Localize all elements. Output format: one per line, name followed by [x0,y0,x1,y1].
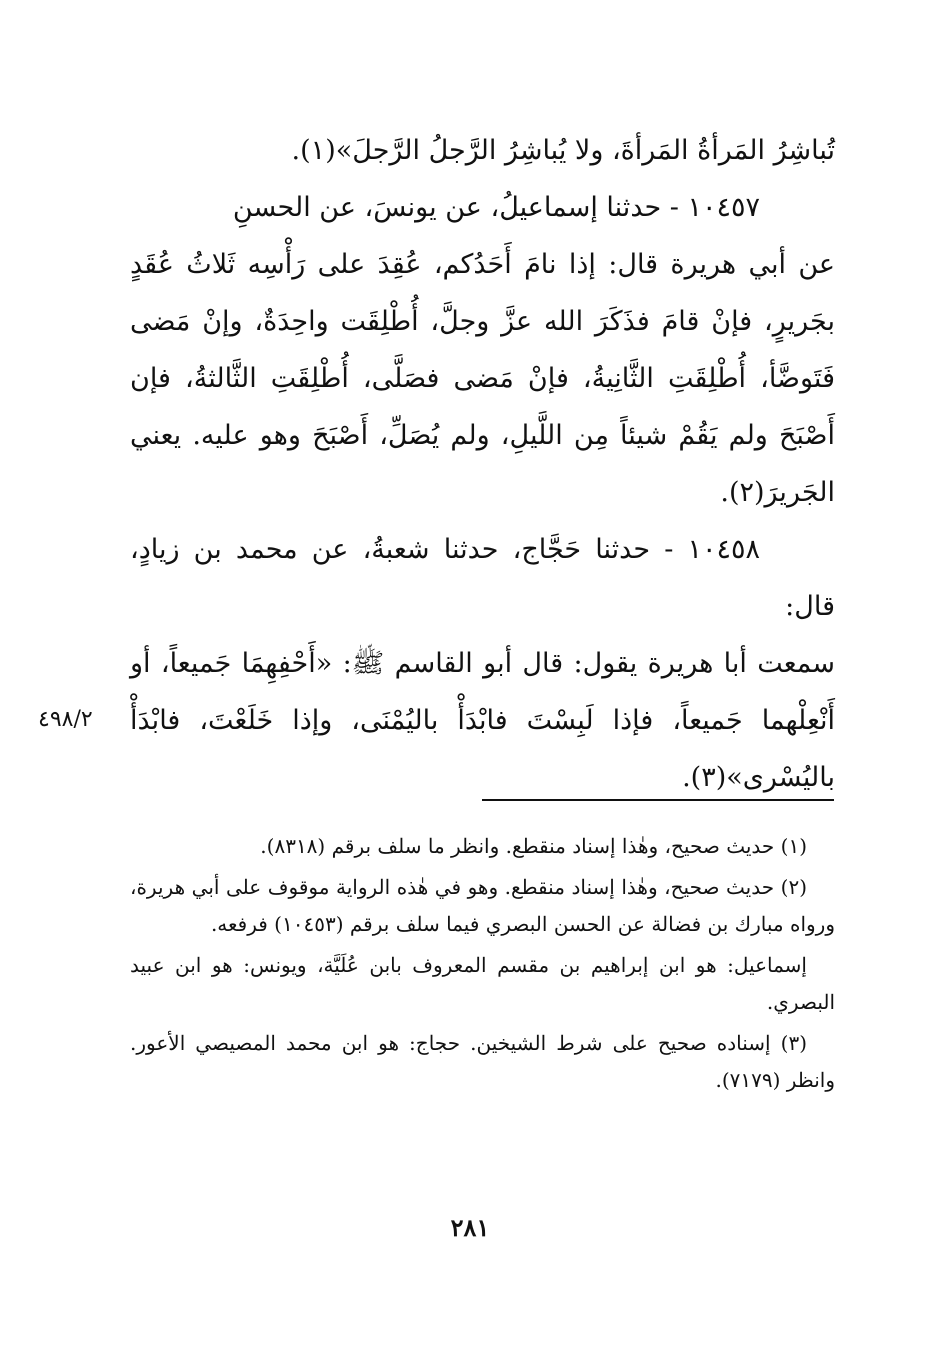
footnote-2: (٢) حديث صحيح، وهٰذا إسناد منقطع. وهو في هٰذه الرواية موقوف على أبي هريرة، ورواه مبارك بن فضالة عن الحسن البصري فيما سلف برقم (١٠٤٥٣) فرفعه. [130,875,835,936]
hadith-10458-chain: ١٠٤٥٨ - حدثنا حَجَّاج، حدثنا شعبةُ، عن محمد بن زيادٍ، قال: [130,534,835,622]
margin-volume-reference: ٤٩٨/٢ [38,707,93,732]
footnote-1: (١) حديث صحيح، وهٰذا إسناد منقطع. وانظر ما سلف برقم (٨٣١٨). [260,834,807,858]
page-number: ٢٨١ [450,1213,490,1242]
hadith-10458-text: سمعت أبا هريرة يقول: قال أبو القاسم ﷺ: «أَحْفِهِمَا جَميعاً، أو أَنْعِلْهما جَميعاً، فإذا لَبِسْتَ فابْدَأْ باليُمْنَى، وإذا خَلَعْتَ، فابْدَأْ باليُسْرى»(٣). [130,648,835,793]
hadith-10457-chain: ١٠٤٥٧ - حدثنا إسماعيلُ، عن يونسَ، عن الحسنِ [232,192,760,223]
footnote-2-continuation: إسماعيل: هو ابن إبراهيم بن مقسم المعروف بابن عُلَيَّة، ويونس: هو ابن عبيد البصري. [130,953,835,1014]
paragraph-continuation: تُباشِرُ المَرأةُ المَرأةَ، ولا يُباشِرُ الرَّجلُ الرَّجلَ»(١). [291,135,835,166]
footnotes [130,828,835,1103]
main-text [130,122,835,806]
hadith-10457-text: عن أبي هريرة قال: إذا نامَ أَحَدُكم، عُقِدَ على رَأْسِه ثَلاثُ عُقَدٍ بجَريرٍ، فإنْ قامَ فذَكَرَ الله عزَّ وجلَّ، أُطْلِقَت واحِدَةٌ، وإنْ مَضى فَتَوضَّأ، أُطْلِقَتِ الثَّانِيةُ، فإنْ مَضى فصَلَّى، أُطْلِقَتِ الثَّالثةُ، فإن أَصْبَحَ ولم يَقُمْ شيئاً مِن اللَّيلِ، ولم يُصَلِّ، أَصْبَحَ وهو عليه. يعني الجَريرَ(٢). [130,249,835,508]
footnote-divider [482,799,834,801]
footnote-3: (٣) إسناده صحيح على شرط الشيخين. حجاج: هو ابن محمد المصيصي الأعور. وانظر (٧١٧٩). [130,1031,835,1092]
